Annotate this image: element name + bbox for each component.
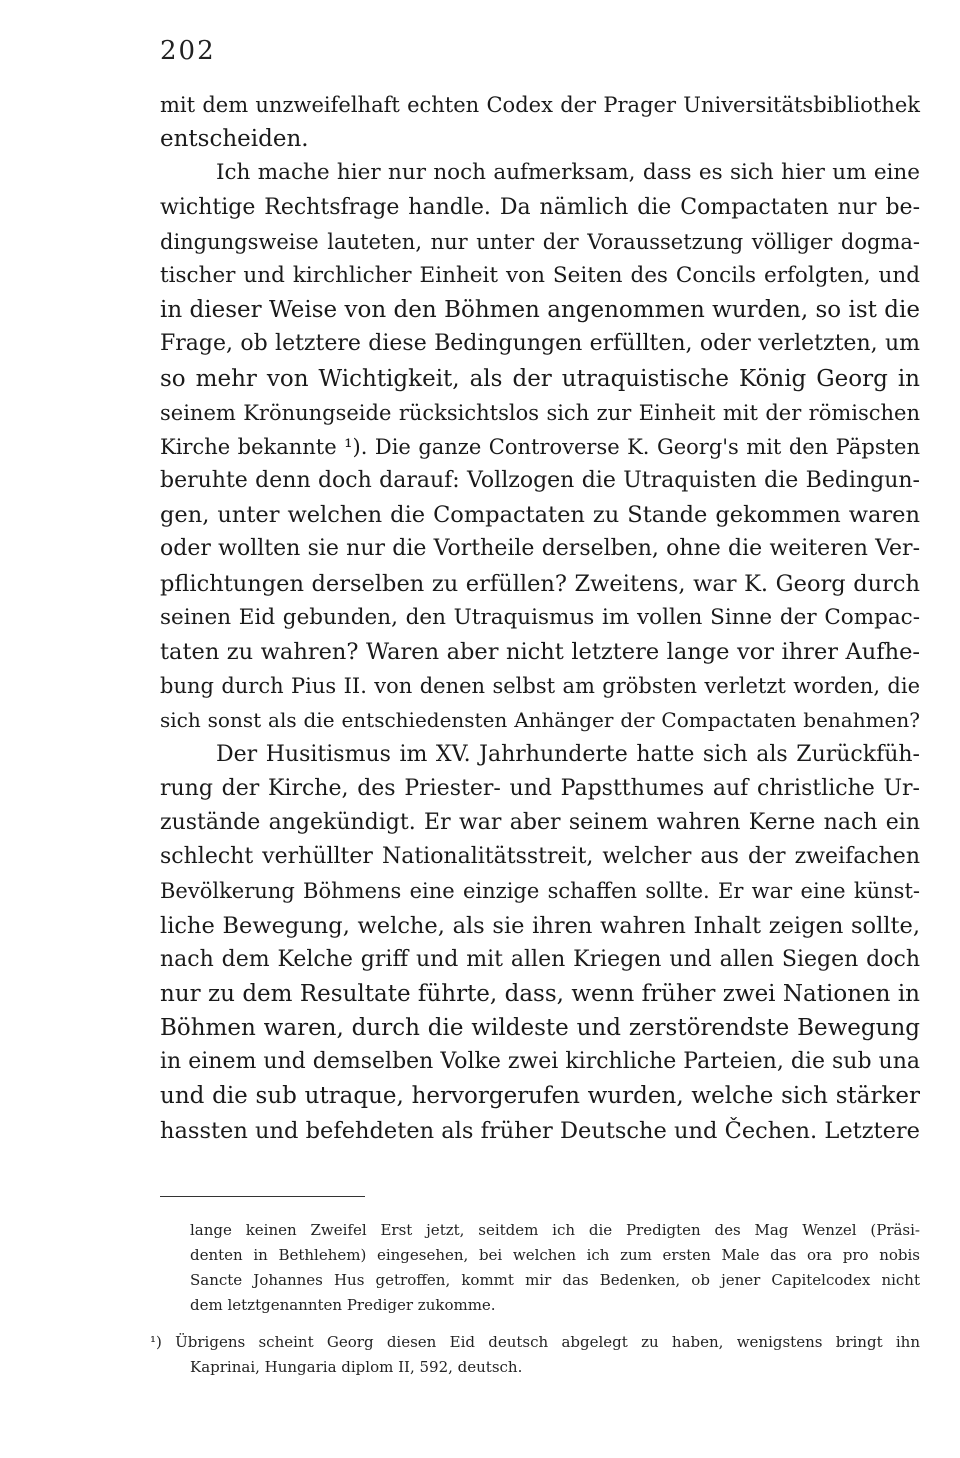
text-line: nur zu dem Resultate führte, dass, wenn früher zwei Nationen in bbox=[160, 980, 920, 1007]
text-line: Frage, ob letztere diese Bedingungen erfüllten, oder verletzten, um bbox=[160, 331, 920, 357]
page-number: 202 bbox=[160, 36, 216, 66]
text-line: pflichtungen derselben zu erfüllen? Zweitens, war K. Georg durch bbox=[160, 570, 920, 597]
text-line: entscheiden. bbox=[160, 126, 309, 153]
text-line: Ich mache hier nur noch aufmerksam, dass es sich hier um eine bbox=[216, 160, 920, 186]
footnote-gap bbox=[190, 1318, 920, 1330]
text-line: zustände angekündigt. Er war aber seinem wahren Kerne nach ein bbox=[160, 809, 920, 835]
text-line: in dieser Weise von den Böhmen angenommen wurden, so ist die bbox=[160, 297, 920, 324]
text-line: Der Husitismus im XV. Jahrhunderte hatte sich als Zurückfüh- bbox=[216, 741, 920, 767]
text-line: liche Bewegung, welche, als sie ihren wahren Inhalt zeigen sollte, bbox=[160, 912, 920, 939]
footnotes bbox=[150, 1218, 920, 1380]
text-line: oder wollten sie nur die Vortheile derselben, ohne die weiteren Ver- bbox=[160, 536, 920, 562]
footnote-line: Sancte Johannes Hus getroffen, kommt mir das Bedenken, ob jener Capitelcodex nicht bbox=[190, 1271, 920, 1289]
text-line: beruhte denn doch darauf: Vollzogen die Utraquisten die Bedingun- bbox=[160, 468, 920, 494]
text-line: mit dem unzweifelhaft echten Codex der Prager Universitätsbibliothek bbox=[160, 93, 920, 117]
text-line: tischer und kirchlicher Einheit von Seiten des Concils erfolgten, und bbox=[160, 262, 920, 288]
text-line: wichtige Rechtsfrage handle. Da nämlich die Compactaten nur be- bbox=[160, 194, 920, 220]
text-line: taten zu wahren? Waren aber nicht letztere lange vor ihrer Aufhe- bbox=[160, 639, 920, 665]
footnote-line: Kaprinai, Hungaria diplom II, 592, deutsch. bbox=[190, 1358, 523, 1376]
text-line: hassten und befehdeten als früher Deutsche und Čechen. Letztere bbox=[160, 1117, 920, 1144]
footnote-divider bbox=[160, 1196, 365, 1197]
text-line: dingungsweise lauteten, nur unter der Voraussetzung völliger dogma- bbox=[160, 229, 920, 254]
text-line: so mehr von Wichtigkeit, als der utraquistische König Georg in bbox=[160, 365, 920, 392]
text-line: schlecht verhüllter Nationalitätsstreit, welcher aus der zweifachen bbox=[160, 844, 920, 870]
text-line: und die sub utraque, hervorgerufen wurden, welche sich stärker bbox=[160, 1083, 920, 1110]
text-line: Kirche bekannte ¹). Die ganze Controverse K. Georg's mit den Päpsten bbox=[160, 434, 920, 459]
text-line: rung der Kirche, des Priester- und Papstthumes auf christliche Ur- bbox=[160, 775, 920, 801]
text-line: in einem und demselben Volke zwei kirchliche Parteien, die sub una bbox=[160, 1049, 920, 1075]
main-text bbox=[160, 88, 920, 1148]
text-line: Böhmen waren, durch die wildeste und zerstörendste Bewegung bbox=[160, 1015, 920, 1042]
text-line: gen, unter welchen die Compactaten zu Stande gekommen waren bbox=[160, 502, 920, 529]
text-line: nach dem Kelche griff und mit allen Kriegen und allen Siegen doch bbox=[160, 946, 920, 972]
text-line: bung durch Pius II. von denen selbst am gröbsten verletzt worden, die bbox=[160, 674, 920, 699]
text-line: seinem Krönungseide rücksichtslos sich zur Einheit mit der römischen bbox=[160, 400, 920, 425]
footnote-line: dem letztgenannten Prediger zukomme. bbox=[190, 1296, 496, 1314]
text-line: seinen Eid gebunden, den Utraquismus im vollen Sinne der Compac- bbox=[160, 604, 920, 630]
text-line: Bevölkerung Böhmens eine einzige schaffen sollte. Er war eine künst- bbox=[160, 879, 920, 904]
text-line: sich sonst als die entschiedensten Anhänger der Compactaten benahmen? bbox=[160, 708, 920, 733]
footnote-line: ¹) Übrigens scheint Georg diesen Eid deutsch abgelegt zu haben, wenigstens bringt ihn bbox=[150, 1333, 920, 1351]
footnote-line: denten in Bethlehem) eingesehen, bei welchen ich zum ersten Male das ora pro nobis bbox=[190, 1246, 920, 1264]
footnote-line: lange keinen Zweifel Erst jetzt, seitdem ich die Predigten des Mag Wenzel (Präsi- bbox=[190, 1221, 920, 1239]
